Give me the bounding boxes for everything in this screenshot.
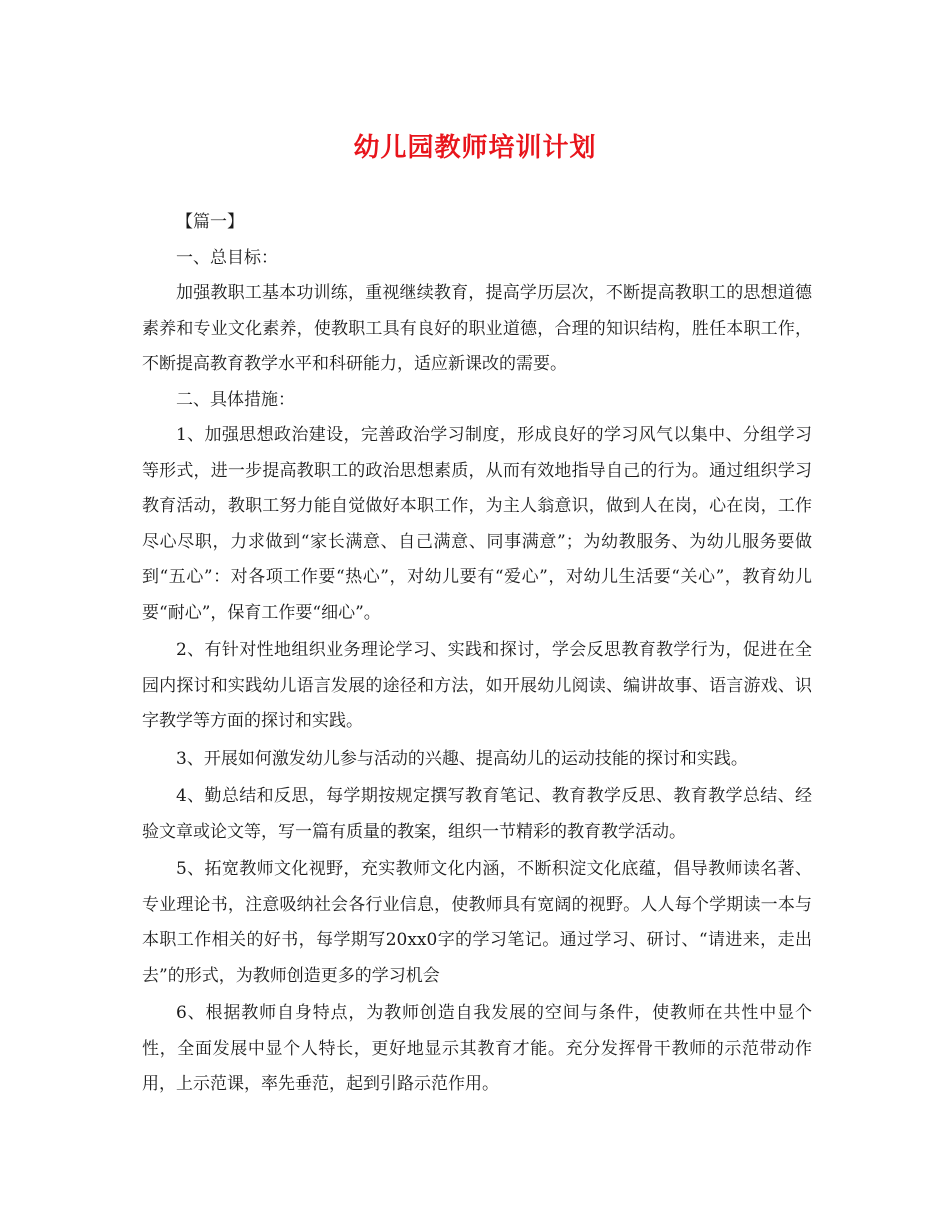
document-body bbox=[142, 205, 812, 1103]
paragraph-measure-6: 6、根据教师自身特点，为教师创造自我发展的空间与条件，使教师在共性中显个性，全面发展中显个人特长，更好地显示其教育才能。充分发挥骨干教师的示范带动作用，上示范课，率先垂范，起到引路示范作用。 bbox=[142, 1003, 812, 1094]
heading-specific-measures: 二、具体措施： bbox=[176, 389, 295, 410]
paragraph-general-goal: 加强教职工基本功训练，重视继续教育，提高学历层次，不断提高教职工的思想道德素养和专业文化素养，使教职工具有良好的职业道德，合理的知识结构，胜任本职工作，不断提高教育教学水平和科研能力，适应新课改的需要。 bbox=[142, 283, 812, 374]
heading-general-goal: 一、总目标： bbox=[176, 247, 278, 268]
paragraph-measure-3: 3、开展如何激发幼儿参与活动的兴趣、提高幼儿的运动技能的探讨和实践。 bbox=[176, 748, 748, 769]
paragraph-measure-2: 2、有针对性地组织业务理论学习、实践和探讨，学会反思教育教学行为，促进在全园内探讨和实践幼儿语言发展的途径和方法，如开展幼儿阅读、编讲故事、语言游戏、识字教学等方面的探讨和实践。 bbox=[142, 640, 812, 731]
paragraph-measure-5: 5、拓宽教师文化视野，充实教师文化内涵，不断积淀文化底蕴，倡导教师读名著、专业理论书，注意吸纳社会各行业信息，使教师具有宽阔的视野。人人每个学期读一本与本职工作相关的好书，每学期写20xx0字的学习笔记。通过学习、研讨、“请进来，走出去”的形式，为教师创造更多的学习机会 bbox=[142, 859, 812, 986]
document-title: 幼儿园教师培训计划 bbox=[353, 133, 597, 163]
paragraph-measure-4: 4、勤总结和反思，每学期按规定撰写教育笔记、教育教学反思、教育教学总结、经验文章或论文等，写一篇有质量的教案，组织一节精彩的教育教学活动。 bbox=[142, 786, 812, 842]
paragraph-measure-1: 1、加强思想政治建设，完善政治学习制度，形成良好的学习风气以集中、分组学习等形式，进一步提高教职工的政治思想素质，从而有效地指导自己的行为。通过组织学习教育活动，教职工努力能自觉做好本职工作，为主人翁意识，做到人在岗，心在岗，工作尽心尽职，力求做到“家长满意、自己满意、同事满意”；为幼教服务、为幼儿服务要做到“五心”：对各项工作要“热心”，对幼儿要有“爱心”，对幼儿生活要“关心”，教育幼儿要“耐心”，保育工作要“细心”。 bbox=[142, 425, 812, 623]
section-label: 【篇一】 bbox=[176, 212, 244, 232]
